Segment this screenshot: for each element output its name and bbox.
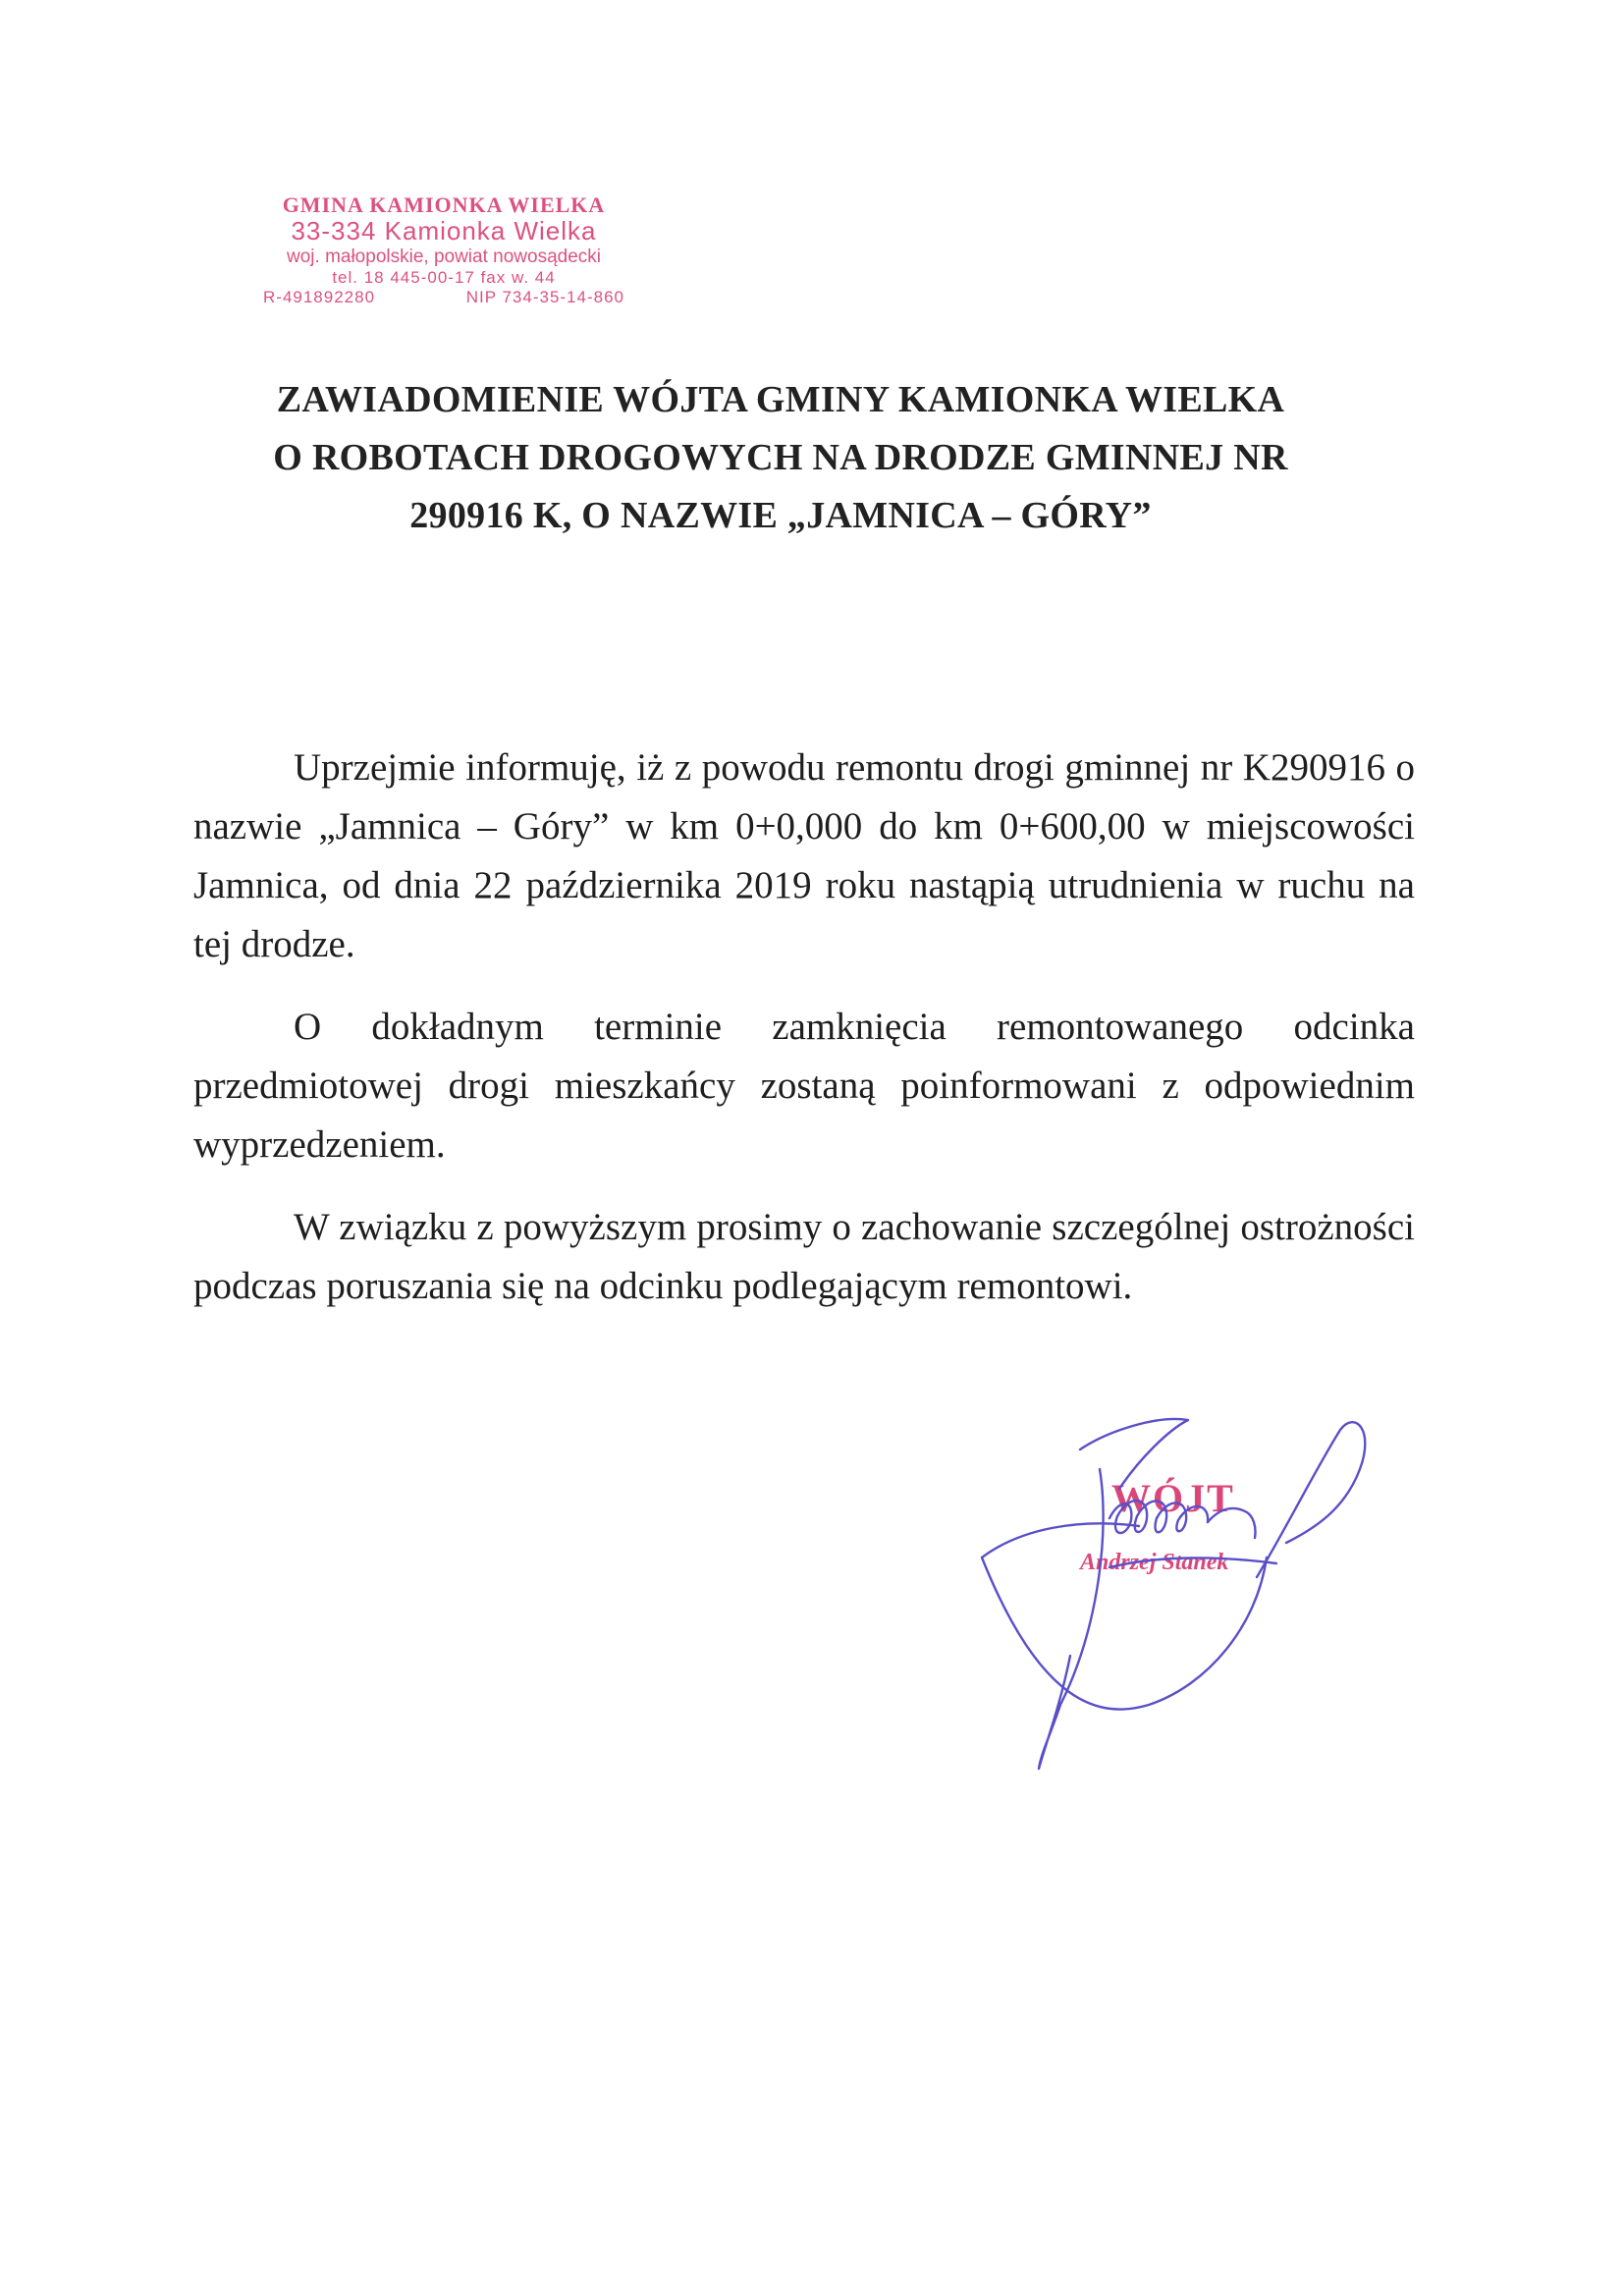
title-line-3: 290916 K, O NAZWIE „JAMNICA – GÓRY” — [409, 495, 1152, 536]
stamp-nip: NIP 734-35-14-860 — [465, 287, 624, 306]
stamp-line-3: woj. małopolskie, powiat nowosądecki — [287, 246, 601, 268]
signature-stamp-name: Andrzej Stanek — [1080, 1550, 1229, 1575]
signature-stamp-title: WÓJT — [1111, 1476, 1235, 1520]
title-line-1: ZAWIADOMIENIE WÓJTA GMINY KAMIONKA WIELKA — [276, 379, 1285, 420]
paragraph-2: O dokładnym terminie zamknięcia remontowanego odcinka przedmiotowej drogi mieszkańcy zostaną poinformowani z odpowiednim wyprzedzeniem. — [193, 1006, 1415, 1166]
document-title — [147, 371, 1414, 545]
handwritten-signature-icon — [962, 1410, 1375, 1803]
signature-block — [962, 1410, 1375, 1803]
stamp-line-4: tel. 18 445-00-17 fax w. 44 — [332, 268, 556, 288]
stamp-regon: R-491892280 — [263, 287, 376, 306]
document-body — [193, 738, 1415, 1339]
stamp-line-5 — [257, 288, 630, 307]
stamp-line-2: 33-334 Kamionka Wielka — [291, 216, 597, 246]
stamp-line-1: GMINA KAMIONKA WIELKA — [282, 192, 606, 217]
title-line-2: O ROBOTACH DROGOWYCH NA DRODZE GMINNEJ NR — [273, 437, 1288, 478]
paragraph-3: W związku z powyższym prosimy o zachowanie szczególnej ostrożności podczas poruszania się na odcinku podlegającym remontowi. — [193, 1206, 1415, 1307]
office-stamp — [257, 192, 630, 306]
paragraph-1: Uprzejmie informuję, iż z powodu remontu drogi gminnej nr K290916 o nazwie „Jamnica – Góry” w km 0+0,000 do km 0+600,00 w miejscowości Jamnica, od dnia 22 października 2019 roku nastąpią utrudnienia w ruchu na tej drodze. — [193, 746, 1415, 965]
